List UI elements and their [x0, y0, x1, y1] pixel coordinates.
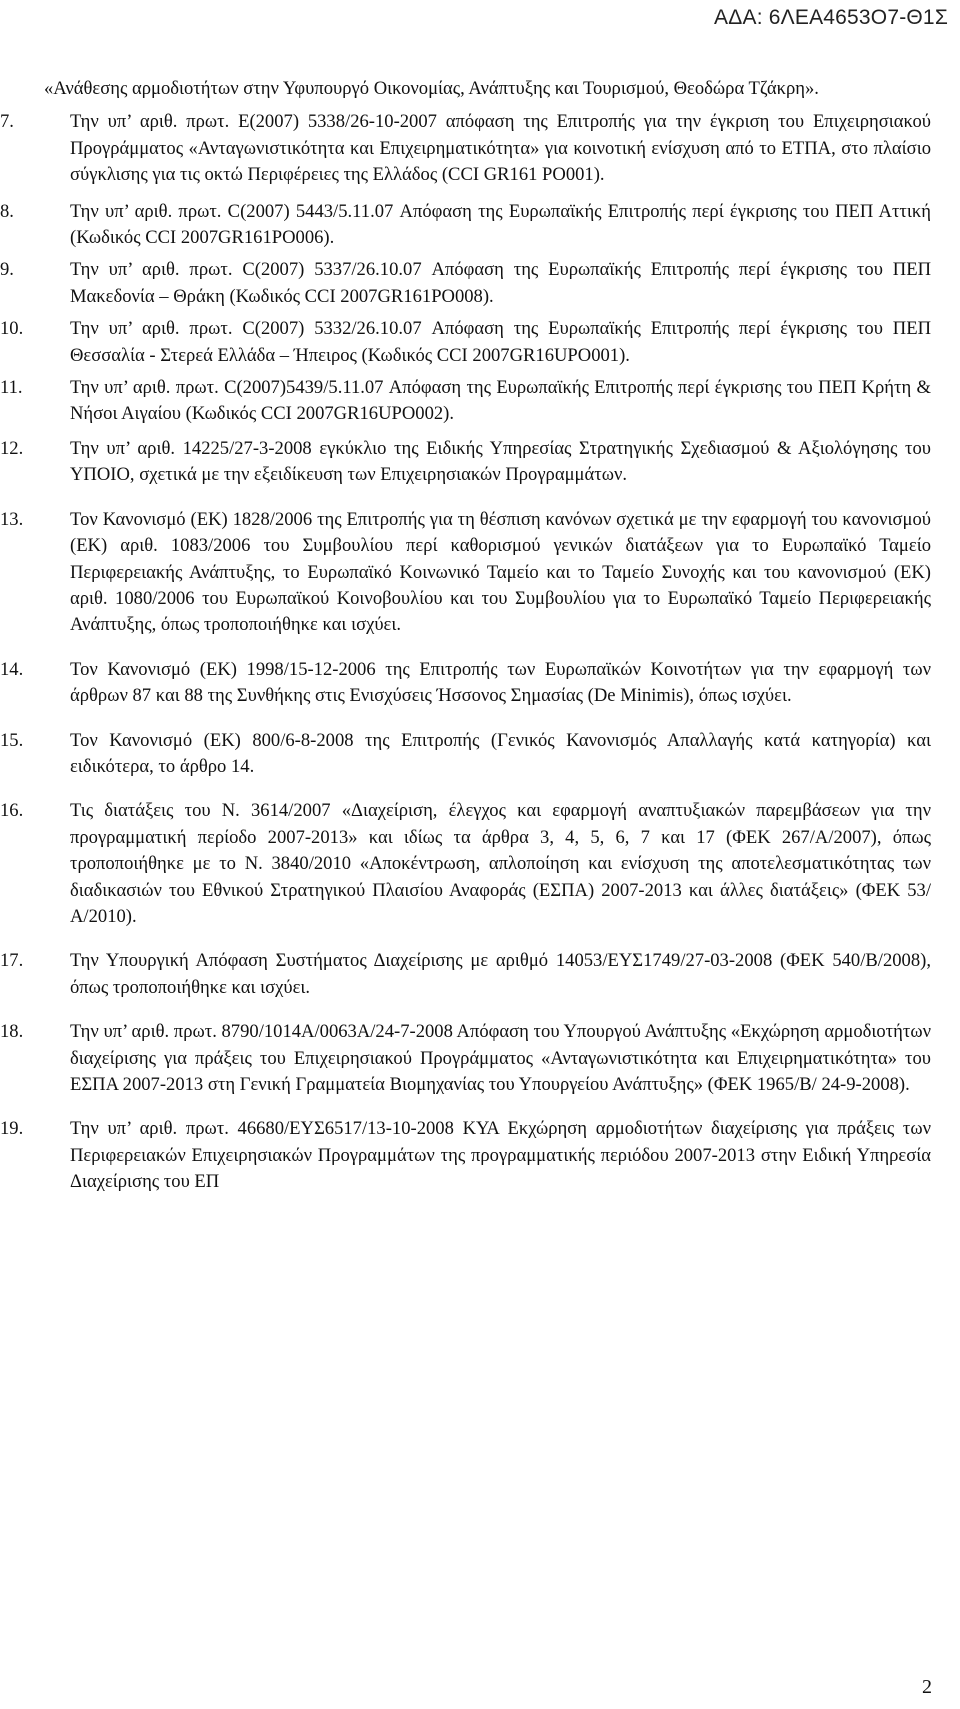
- list-item: [0, 375, 931, 428]
- list-item-text: Την Υπουργική Απόφαση Συστήματος Διαχείρισης με αριθμό 14053/ΕΥΣ1749/27-03-2008 (ΦΕΚ 540/Β/2008), όπως τροποποιήθηκε και ισχύει.: [70, 950, 931, 998]
- page-number: 2: [922, 1676, 932, 1698]
- list-item-number: 16.: [0, 800, 24, 822]
- list-item-text: Την υπ’ αριθ. πρωτ. 8790/1014Α/0063Α/24-7-2008 Απόφαση του Υπουργού Ανάπτυξης «Εκχώρηση αρμοδιοτήτων διαχείρισης για πράξεις του Επιχειρησιακού Προγράμματος «Ανταγωνιστικότητα και Επιχειρηματικότητα» του ΕΣΠΑ 2007-2013 στη Γενική Γραμματεία Βιομηχανίας του Υπουργείου Ανάπτυξης» (ΦΕΚ 1965/Β/ 24-9-2008).: [70, 1021, 931, 1095]
- list-item-text: Τις διατάξεις του Ν. 3614/2007 «Διαχείριση, έλεγχος και εφαρμογή αναπτυξιακών παρεμβάσεων για την προγραμματική περίοδο 2007-2013» και ιδίως τα άρθρα 3, 4, 5, 6, 7 και 17 (ΦΕΚ 267/Α/2007), όπως τροποποιήθηκε με το Ν. 3840/2010 «Αποκέντρωση, απλοποίηση και ενίσχυση της αποτελεσματικότητας των διαδικασιών του Εθνικού Στρατηγικού Πλαισίου Αναφοράς (ΕΣΠΑ) 2007-2013 και άλλες διατάξεις» (ΦΕΚ 53/Α/2010).: [70, 800, 931, 927]
- list-item-number: 13.: [0, 508, 24, 530]
- list-item-number: 17.: [0, 950, 24, 972]
- list-item: [0, 199, 931, 252]
- list-item-text: Την υπ’ αριθ. πρωτ. E(2007) 5338/26-10-2007 απόφαση της Επιτροπής για την έγκριση του Επιχειρησιακού Προγράμματος «Ανταγωνιστικότητα και Επιχειρηματικότητα» για κοινοτική ενίσχυση από το ΕΤΠΑ, στο πλαίσιο σύγκλισης για τις οκτώ Περιφέρειες της Ελλάδος (CCI GR161 PO001).: [70, 111, 931, 186]
- list-item-number: 8.: [0, 200, 14, 222]
- list-item-text: Την υπ’ αριθ. 14225/27-3-2008 εγκύκλιο της Ειδικής Υπηρεσίας Στρατηγικής Σχεδιασμού & Αξιολόγησης του ΥΠΟΙΟ, σχετικά με την εξειδίκευση των Επιχειρησιακών Προγραμμάτων.: [70, 437, 931, 486]
- list-item-number: 11.: [0, 377, 23, 399]
- list-item: [0, 257, 931, 310]
- list-item-number: 10.: [0, 318, 24, 340]
- list-item-text: Την υπ’ αριθ. πρωτ. C(2007)5439/5.11.07 Απόφαση της Ευρωπαϊκής Επιτροπής περί έγκρισης του ΠΕΠ Κρήτη & Νήσοι Αιγαίου (Κωδικός CCI 2007GR16UPO002).: [70, 377, 931, 425]
- document-body: [0, 76, 931, 1196]
- list-item-text: Την υπ’ αριθ. πρωτ. 46680/ΕΥΣ6517/13-10-2008 ΚΥΑ Εκχώρηση αρμοδιοτήτων διαχείρισης για πράξεις των Περιφερειακών Επιχειρησιακών Προγραμμάτων της προγραμματικής περιόδου 2007-2013 στην Ειδική Υπηρεσία Διαχείρισης του ΕΠ: [70, 1118, 931, 1193]
- list-item-text: Την υπ’ αριθ. πρωτ. C(2007) 5337/26.10.07 Απόφαση της Ευρωπαϊκής Επιτροπής περί έγκρισης του ΠΕΠ Μακεδονία – Θράκη (Κωδικός CCI 2007GR161PO008).: [70, 259, 931, 307]
- list-item: [0, 316, 931, 369]
- list-item-number: 18.: [0, 1021, 24, 1043]
- list-item-number: 15.: [0, 729, 24, 751]
- intro-paragraph: «Ανάθεσης αρμοδιοτήτων στην Υφυπουργό Οικονομίας, Ανάπτυξης και Τουρισμού, Θεοδώρα Τζάκρη».: [44, 78, 819, 99]
- list-item: [0, 798, 931, 930]
- list-item: [0, 1019, 931, 1098]
- list-item-number: 12.: [0, 437, 24, 459]
- list-item: [0, 436, 931, 489]
- list-item-text: Την υπ’ αριθ. πρωτ. C(2007) 5443/5.11.07 Απόφαση της Ευρωπαϊκής Επιτροπής περί έγκρισης του ΠΕΠ Αττική (Κωδικός CCI 2007GR161PO006).: [70, 200, 931, 249]
- list-item-number: 9.: [0, 259, 14, 281]
- list-item: [0, 507, 931, 639]
- list-item-number: 19.: [0, 1118, 24, 1140]
- document-code-header: ΑΔΑ: 6ΛΕΑ4653Ο7-Θ1Σ: [714, 6, 948, 29]
- list-item: [0, 657, 931, 710]
- list-item-text: Τον Κανονισμό (ΕΚ) 1998/15-12-2006 της Επιτροπής των Ευρωπαϊκών Κοινοτήτων για την εφαρμογή των άρθρων 87 και 88 της Συνθήκης στις Ενισχύσεις Ήσσονος Σημασίας (De Minimis), όπως ισχύει.: [70, 658, 931, 707]
- list-item: [0, 109, 931, 188]
- list-item: [0, 728, 931, 781]
- list-item-number: 14.: [0, 658, 24, 680]
- list-item-text: Τον Κανονισμό (ΕΚ) 1828/2006 της Επιτροπής για τη θέσπιση κανόνων σχετικά με την εφαρμογή του κανονισμού (ΕΚ) αριθ. 1083/2006 του Συμβουλίου περί καθορισμού γενικών διατάξεων για το Ευρωπαϊκό Ταμείο Περιφερειακής Ανάπτυξης, το Ευρωπαϊκό Κοινωνικό Ταμείο και το Ταμείο Συνοχής και του κανονισμού (ΕΚ) αριθ. 1080/2006 του Ευρωπαϊκού Κοινοβουλίου και του Συμβουλίου για το Ευρωπαϊκό Ταμείο Περιφερειακής Ανάπτυξης, όπως τροποποιήθηκε και ισχύει.: [70, 508, 931, 636]
- list-item-text: Τον Κανονισμό (ΕΚ) 800/6-8-2008 της Επιτροπής (Γενικός Κανονισμός Απαλλαγής κατά κατηγορία) και ειδικότερα, το άρθρο 14.: [70, 729, 931, 777]
- list-item-number: 7.: [0, 111, 14, 133]
- list-item: [0, 1116, 931, 1195]
- list-item-text: Την υπ’ αριθ. πρωτ. C(2007) 5332/26.10.07 Απόφαση της Ευρωπαϊκής Επιτροπής περί έγκρισης του ΠΕΠ Θεσσαλία - Στερεά Ελλάδα – Ήπειρος (Κωδικός CCI 2007GR16UPO001).: [70, 318, 931, 366]
- list-item: [0, 948, 931, 1001]
